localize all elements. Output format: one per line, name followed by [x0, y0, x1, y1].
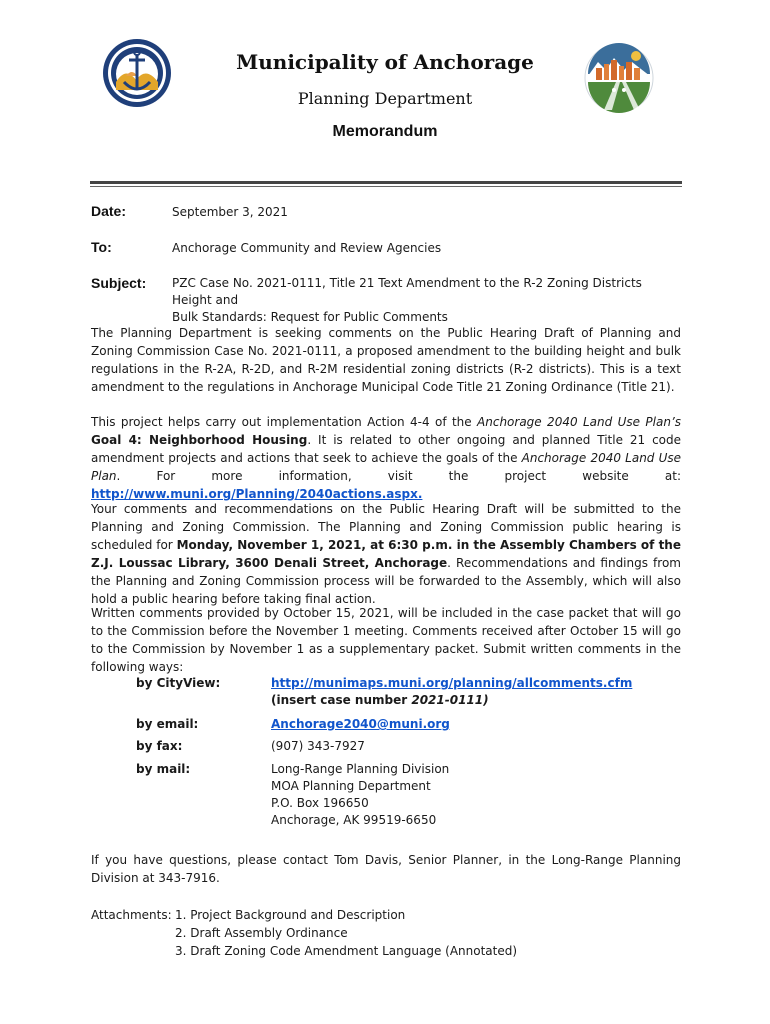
attachments-label: Attachments: [91, 908, 172, 922]
attachment-item: 3. Draft Zoning Code Amendment Language (Annotated) [175, 944, 518, 958]
subject-line-2: Bulk Standards: Request for Public Comments [172, 310, 448, 324]
fax-label: by fax: [136, 739, 183, 753]
attachments-list [175, 906, 517, 960]
p3-text-c: . Recommendations and findings from the Planning and Zoning Commission process will be forwarded to the Assembly, which will also hold a public hearing before taking final action. [91, 556, 681, 606]
p2-plan-title: Anchorage 2040 Land Use Plan’s [477, 415, 682, 429]
department-title: Planning Department [297, 89, 473, 108]
document-type-title: Memorandum [332, 123, 438, 140]
subject-line-1: PZC Case No. 2021-0111, Title 21 Text Amendment to the R-2 Zoning Districts Height and [172, 276, 642, 307]
email-value [271, 716, 671, 733]
p3-text-a: Your comments and recommendations on the Public Hearing Draft will be submitted to the Planning and Zoning Commission. The Planning and Zoning Commission public hearing is scheduled for [91, 502, 681, 552]
cityview-note [271, 692, 671, 709]
date-label: Date: [91, 203, 127, 219]
attachment-item: 2. Draft Assembly Ordinance [175, 926, 348, 940]
p2-goal: Goal 4: Neighborhood Housing [91, 433, 308, 447]
header-divider-thick [90, 181, 682, 184]
mail-line: Anchorage, AK 99519-6650 [271, 813, 437, 827]
fax-value: (907) 343-7927 [271, 739, 365, 753]
attachment-item: 1. Project Background and Description [175, 908, 406, 922]
date-value: September 3, 2021 [172, 205, 288, 219]
mail-label: by mail: [136, 762, 191, 776]
p2-plan-title-2: Anchorage 2040 Land Use Plan [91, 451, 681, 483]
p2-text-e: . It is related to other ongoing and planned Title 21 code amendment projects and actions that seek to achieve the goals of the [91, 433, 682, 465]
mail-line: MOA Planning Department [271, 779, 431, 793]
paragraph-comments: Written comments provided by October 15, 2021, will be included in the case packet that will go to the Commission before the November 1 meeting. Comments received after October 15 will go to the Commission by November 1 as a supplementary packet. Submit written comments in the following ways: [91, 606, 681, 674]
mail-line: Long-Range Planning Division [271, 762, 450, 776]
municipality-title: Municipality of Anchorage [236, 50, 534, 74]
paragraph-project [91, 413, 681, 503]
email-label: by email: [136, 717, 199, 731]
to-value: Anchorage Community and Review Agencies [172, 241, 442, 255]
mail-line: P.O. Box 196650 [271, 796, 369, 810]
p3-hearing-details: Monday, November 1, 2021, at 6:30 p.m. in the Assembly Chambers of the Z.J. Loussac Library, 3600 Denali Street, Anchorage [91, 538, 681, 570]
paragraph-intro: The Planning Department is seeking comments on the Public Hearing Draft of Planning and Zoning Commission Case No. 2021-0111, a proposed amendment to the building height and bulk regulations in the R-2A, R-2D, and R-2M residential zoning districts (R-2 districts). This is a text amendment to the regulations in Anchorage Municipal Code Title 21 Zoning Ordinance (Title 21). [91, 326, 681, 394]
cityview-label: by CityView: [136, 676, 221, 690]
cityview-note-a: (insert case number [271, 693, 412, 707]
cityview-case-number: 2021-0111) [411, 693, 489, 707]
email-link[interactable]: Anchorage2040@muni.org [271, 717, 450, 731]
mail-address [271, 761, 671, 829]
subject-label: Subject: [91, 275, 147, 291]
p2-text-a: This project helps carry out implementation Action 4-4 of the [91, 415, 478, 429]
cityview-value [271, 675, 671, 709]
cityview-link[interactable]: http://munimaps.muni.org/planning/allcomments.cfm [271, 676, 633, 690]
p2-text-g: . For more information, visit the project website at: [116, 469, 681, 483]
header-divider-thin [90, 186, 682, 187]
project-website-link[interactable]: http://www.muni.org/Planning/2040actions.aspx. [91, 487, 423, 501]
to-label: To: [91, 239, 112, 255]
subject-value [172, 275, 682, 326]
paragraph-hearing [91, 500, 681, 608]
paragraph-contact: If you have questions, please contact Tom Davis, Senior Planner, in the Long-Range Planning Division at 343-7916. [91, 853, 681, 885]
